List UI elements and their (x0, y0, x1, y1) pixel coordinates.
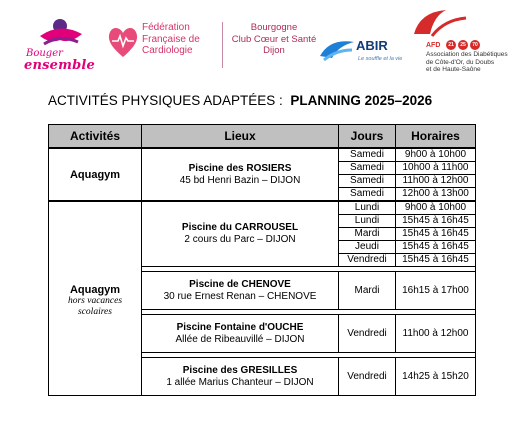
afd-line-2: de Côte-d'Or, du Doubs (426, 58, 495, 66)
header-horaires: Horaires (396, 125, 476, 149)
activity-name: Aquagym (69, 284, 121, 296)
day-cell: Samedi (339, 162, 396, 175)
time-cell: 9h00 à 10h00 (396, 201, 476, 215)
planning-table-wrap (48, 124, 476, 396)
venue-cell (142, 315, 339, 353)
venue-address: 30 rue Ernest Renan – CHENOVE (163, 290, 317, 302)
activity-name: Aquagym (69, 168, 121, 181)
venue-cell (142, 272, 339, 310)
day-cell: Lundi (339, 201, 396, 215)
ffc-line-3: Cardiologie (142, 45, 193, 56)
time-cell: 15h45 à 16h45 (396, 228, 476, 241)
afd-swoosh-icon (410, 6, 470, 40)
club-line-3: Dijon (263, 45, 285, 56)
title-left: ACTIVITÉS PHYSIQUES ADAPTÉES : (48, 93, 291, 108)
activity-cell (49, 148, 142, 201)
day-cell: Mardi (339, 272, 396, 310)
venue-address: 45 bd Henri Bazin – DIJON (179, 174, 301, 186)
afd-code: AFD (426, 42, 441, 49)
club-line-1: Bourgogne (250, 22, 298, 33)
venue-address: 1 allée Marius Chanteur – DIJON (166, 376, 314, 388)
ffc-line-2: Française de (142, 33, 200, 45)
club-coeur-sante-logo (222, 22, 321, 68)
venue-name: Piscine des GRESILLES (182, 364, 298, 376)
ffc-logo (106, 22, 218, 68)
abir-tagline: Le souffle et la vie (358, 56, 403, 62)
day-cell: Vendredi (339, 315, 396, 353)
abir-logo (318, 34, 410, 70)
time-cell: 12h00 à 13h00 (396, 188, 476, 202)
venue-name: Piscine de CHENOVE (189, 278, 291, 290)
time-cell: 11h00 à 12h00 (396, 315, 476, 353)
day-cell: Lundi (339, 215, 396, 228)
day-cell: Samedi (339, 175, 396, 188)
table-row (49, 148, 476, 162)
time-cell: 9h00 à 10h00 (396, 148, 476, 162)
activity-note: hors vacances scolaires (67, 296, 123, 317)
afd-line-3: et de Haute-Saône (426, 66, 481, 73)
bouger-word: Bouger (26, 48, 63, 59)
day-cell: Jeudi (339, 241, 396, 254)
header-activites: Activités (49, 125, 142, 149)
time-cell: 15h45 à 16h45 (396, 241, 476, 254)
afd-logo (410, 6, 522, 78)
club-line-2: Club Cœur et Santé (231, 33, 317, 45)
venue-name: Piscine Fontaine d'OUCHE (176, 321, 304, 333)
venue-cell (142, 358, 339, 396)
afd-dot-25: 25 (458, 40, 468, 50)
day-cell: Vendredi (339, 358, 396, 396)
page-title (48, 93, 432, 108)
day-cell: Mardi (339, 228, 396, 241)
logo-strip (0, 0, 528, 80)
venue-address: Allée de Ribeauvillé – DIJON (175, 333, 305, 345)
day-cell: Samedi (339, 188, 396, 202)
time-cell: 15h45 à 16h45 (396, 254, 476, 267)
afd-dot-70: 70 (470, 40, 480, 50)
wave-icon (318, 36, 356, 66)
table-header-row (49, 125, 476, 149)
venue-cell (142, 201, 339, 267)
venue-name: Piscine du CARROUSEL (181, 222, 299, 233)
venue-cell (142, 148, 339, 201)
time-cell: 10h00 à 11h00 (396, 162, 476, 175)
title-right: PLANNING 2025–2026 (290, 93, 433, 108)
abir-name: ABIR (356, 38, 388, 53)
time-cell: 16h15 à 17h00 (396, 272, 476, 310)
venue-address: 2 cours du Parc – DIJON (184, 234, 296, 245)
afd-dot-21: 21 (446, 40, 456, 50)
afd-line-1: Association des Diabétiques (426, 51, 508, 58)
activity-cell (49, 201, 142, 396)
time-cell: 15h45 à 16h45 (396, 215, 476, 228)
ensemble-word: ensemble (24, 58, 95, 73)
day-cell: Vendredi (339, 254, 396, 267)
heart-pulse-icon (106, 24, 140, 60)
ffc-line-1: Fédération (142, 22, 190, 33)
time-cell: 14h25 à 15h20 (396, 358, 476, 396)
table-row (49, 201, 476, 215)
planning-table (48, 124, 476, 396)
day-cell: Samedi (339, 148, 396, 162)
time-cell: 11h00 à 12h00 (396, 175, 476, 188)
header-lieux: Lieux (142, 125, 339, 149)
bouger-ensemble-logo (14, 14, 104, 72)
header-jours: Jours (339, 125, 396, 149)
venue-name: Piscine des ROSIERS (188, 162, 292, 174)
